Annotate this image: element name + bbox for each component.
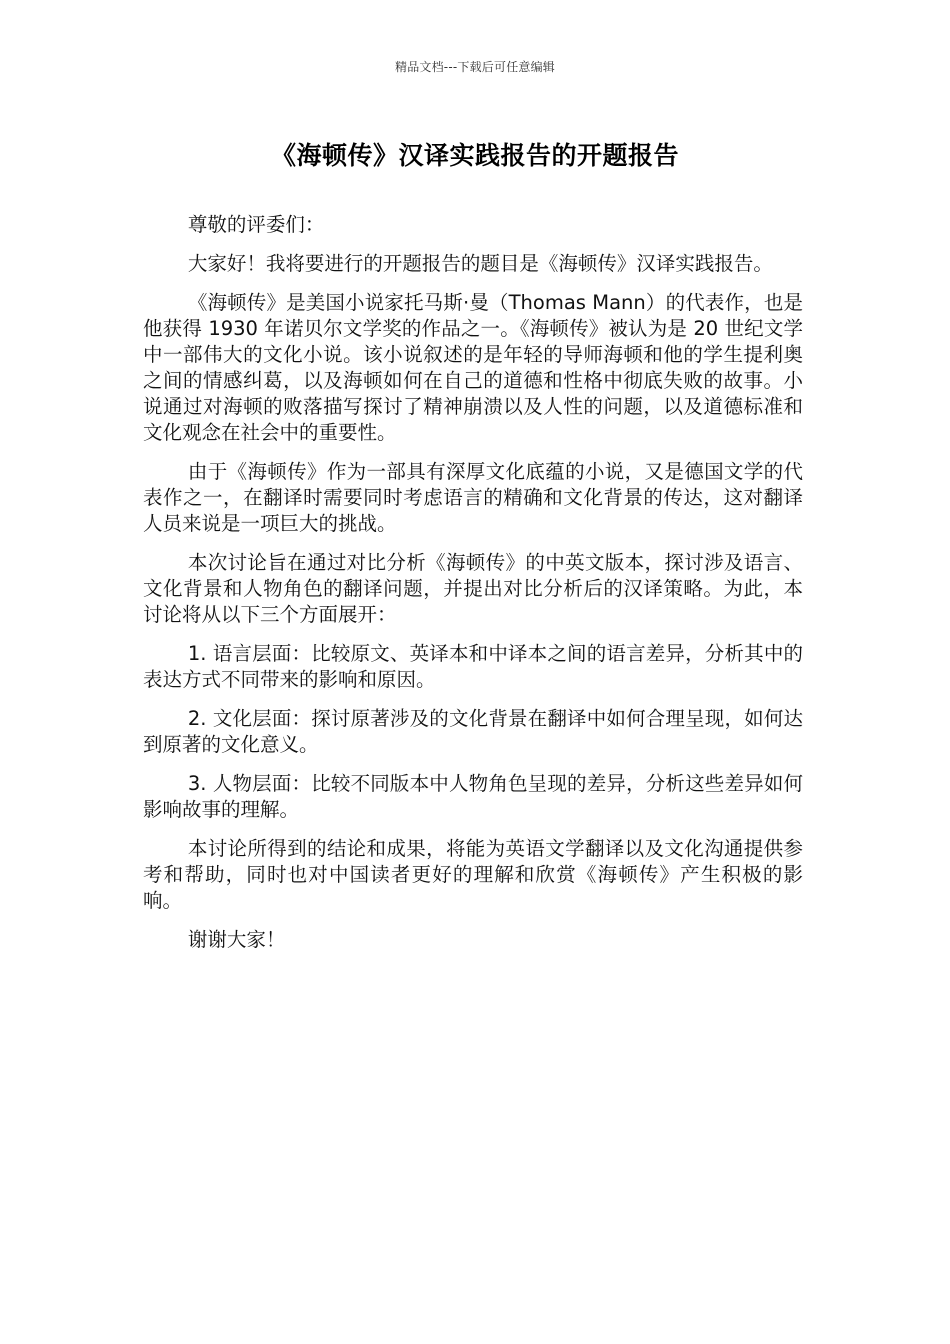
header-note: 精品文档---下载后可任意编辑 <box>395 60 555 74</box>
paragraph-challenge: 由于《海顿传》作为一部具有深厚文化底蕴的小说，又是德国文学的代表作之一，在翻译时需要同时考虑语言的精确和文化背景的传达，这对翻译人员来说是一项巨大的挑战。 <box>143 460 803 535</box>
paragraph-point-culture: 2. 文化层面：探讨原著涉及的文化背景在翻译中如何合理呈现，如何达到原著的文化意义。 <box>143 707 803 756</box>
document-title: 《海顿传》汉译实践报告的开题报告 <box>270 141 679 170</box>
paragraph-point-characters: 3. 人物层面：比较不同版本中人物角色呈现的差异，分析这些差异如何影响故事的理解。 <box>143 772 803 821</box>
paragraph-conclusion: 本讨论所得到的结论和成果，将能为英语文学翻译以及文化沟通提供参考和帮助，同时也对中国读者更好的理解和欣赏《海顿传》产生积极的影响。 <box>143 837 803 912</box>
paragraph-thanks: 谢谢大家！ <box>187 928 286 951</box>
paragraph-point-language: 1. 语言层面：比较原文、英译本和中译本之间的语言差异，分析其中的表达方式不同带来的影响和原因。 <box>143 642 803 691</box>
document-body <box>143 212 803 966</box>
paragraph-introduction: 《海顿传》是美国小说家托马斯·曼（Thomas Mann）的代表作，也是他获得 1930 年诺贝尔文学奖的作品之一。《海顿传》被认为是 20 世纪文学中一部伟大的文化小说。该小说叙述的是年轻的导师海顿和他的学生提利奥之间的情感纠葛，以及海顿如何在自己的道德和性格中彻底失败的故事。小说通过对海顿的败落描写探讨了精神崩溃以及人性的问题，以及道德标准和文化观念在社会中的重要性。 <box>143 291 803 444</box>
paragraph-greeting: 大家好！我将要进行的开题报告的题目是《海顿传》汉译实践报告。 <box>187 252 773 275</box>
paragraph-salutation: 尊敬的评委们： <box>187 213 325 236</box>
paragraph-purpose: 本次讨论旨在通过对比分析《海顿传》的中英文版本，探讨涉及语言、文化背景和人物角色的翻译问题，并提出对比分析后的汉译策略。为此，本讨论将从以下三个方面展开： <box>143 551 803 626</box>
